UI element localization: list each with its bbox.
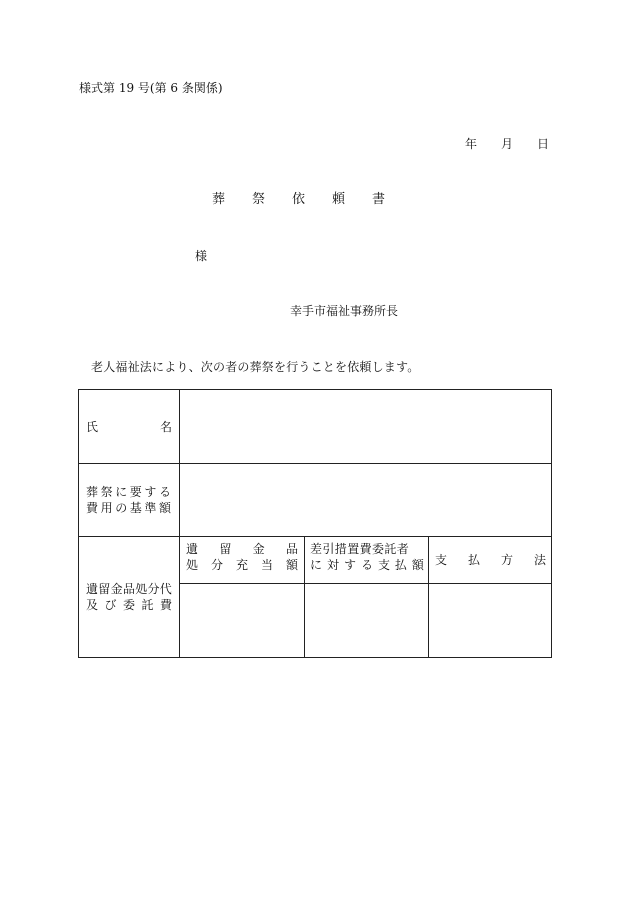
addressee-suffix: 様 bbox=[195, 249, 208, 263]
date-month-label: 月 bbox=[501, 137, 514, 151]
title-char: 書 bbox=[372, 192, 386, 207]
payment-to-contractor-header: 差引措置費委託者 に 対 す る 支 払 額 bbox=[310, 542, 424, 572]
estate-offset-field[interactable] bbox=[180, 584, 303, 657]
document-title bbox=[212, 193, 385, 206]
issuer-name: 幸手市福祉事務所長 bbox=[290, 304, 399, 318]
title-char: 依 bbox=[292, 192, 306, 207]
estate-cost-label-line2: 及 び 委 託 費 bbox=[86, 597, 172, 612]
estate-offset-header: 遺 留 金 品 処 分 充 当 額 bbox=[186, 542, 298, 572]
form-number: 様式第 19 号(第 6 条関係) bbox=[79, 81, 223, 95]
standard-cost-label: 葬祭に要する 費用の基準額 bbox=[86, 485, 174, 515]
name-label: 氏 名 bbox=[86, 420, 172, 434]
date-line bbox=[465, 138, 549, 150]
date-day-label: 日 bbox=[537, 137, 550, 151]
body-text: 老人福祉法により、次の者の葬祭を行うことを依頼します。 bbox=[91, 360, 420, 374]
title-char: 祭 bbox=[252, 192, 266, 207]
payment-method-header: 支 払 方 法 bbox=[435, 553, 546, 567]
standard-cost-field[interactable] bbox=[180, 464, 550, 535]
estate-cost-label: 遺留金品処分代 及 び 委 託 費 bbox=[86, 582, 173, 612]
payment-to-contractor-field[interactable] bbox=[305, 584, 427, 657]
title-char: 葬 bbox=[212, 192, 226, 207]
row-divider bbox=[79, 536, 551, 537]
payment-method-field[interactable] bbox=[429, 584, 550, 657]
form-table bbox=[78, 389, 552, 658]
date-year-label: 年 bbox=[465, 137, 478, 151]
title-char: 頼 bbox=[332, 192, 346, 207]
name-field[interactable] bbox=[180, 390, 550, 462]
